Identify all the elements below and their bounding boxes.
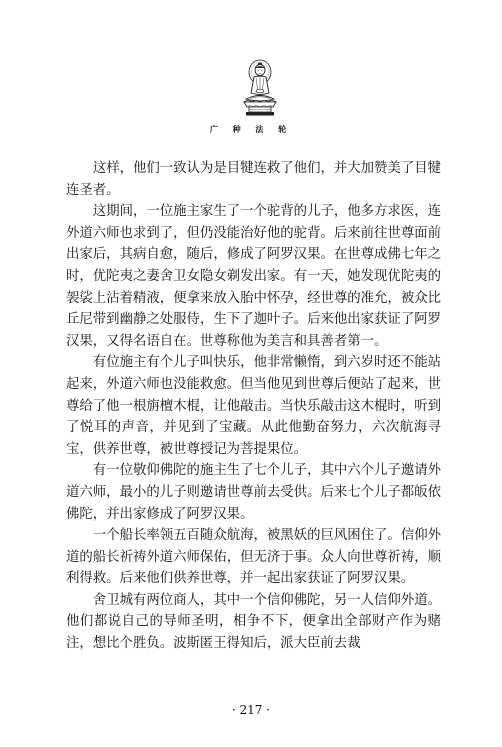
header-caption: 广 种 法 轮 — [209, 125, 293, 134]
body-text — [66, 158, 441, 655]
paragraph-5: 一个船长率领五百随众航海，被黑妖的巨风困住了。信仰外道的船长祈祷外道六师保佑，但无济于事。众人向世尊祈祷，顺利得救。后来他们供养世尊，并一起出家获证了阿罗汉果。 — [66, 528, 441, 587]
paragraph-2: 这期间，一位施主家生了一个驼背的儿子，他多方求医，连外道六师也求到了，但仍没能治好他的驼背。后来前往世尊面前出家后，其病自愈，随后，修成了阿罗汉果。在世尊成佛七年之时，优陀夷之妻舍卫女隐女剃发出家。有一天，她发现优陀夷的袈裟上沾着精液，便拿来放入胎中怀孕，经世尊的准允，被众比丘尼带到幽静之处服侍，生下了迦叶子。后来他出家获证了阿罗汉果，又得名语自在。世尊称他为美言和具善者第一。 — [66, 204, 441, 349]
page-number: · 217 · — [231, 703, 271, 717]
seated-buddha-icon — [236, 58, 284, 118]
paragraph-1: 这样，他们一致认为是目犍连救了他们，并大加赞美了目犍连圣者。 — [66, 161, 441, 198]
paragraph-3: 有位施主有个儿子叫快乐，他非常懒惰，到六岁时还不能站起来，外道六师也没能救愈。但当他见到世尊后便站了起来，世尊给了他一根旃檀木棍，让他敲击。当快乐敲击这木棍时，听到了悦耳的声音，并见到了宝藏。从此他勤奋努力，六次航海寻宝，供养世尊，被世尊授记为菩提果位。 — [66, 355, 441, 457]
paragraph-6: 舍卫城有两位商人，其中一个信仰佛陀，另一人信仰外道。他们都说自己的导师圣明，相争不下，便拿出全部财产作为赌注，想比个胜负。波斯匿王得知后，派大臣前去裁 — [66, 592, 441, 652]
paragraph-4: 有一位敬仰佛陀的施主生了七个儿子，其中六个儿子邀请外道六师，最小的儿子则邀请世尊前去受供。后来七个儿子都皈依佛陀，并出家修成了阿罗汉果。 — [66, 463, 441, 522]
